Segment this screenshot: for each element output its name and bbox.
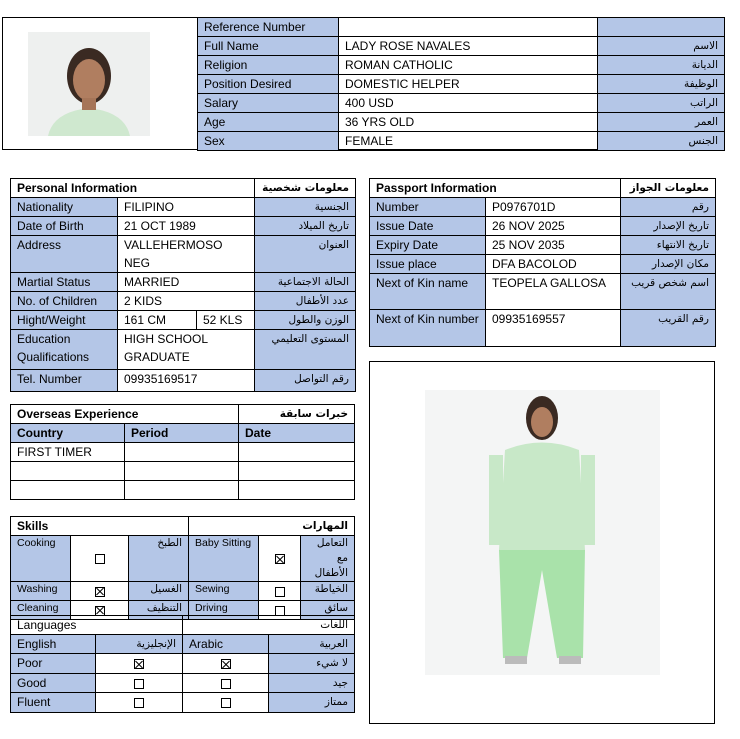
ar-cell: الغسيل xyxy=(129,582,189,601)
label-cell: Issue Date xyxy=(370,217,486,236)
unchecked-checkbox-icon xyxy=(275,587,285,597)
0-cell: FIRST TIMER xyxy=(11,443,125,462)
ar-cell: الوظيفة xyxy=(598,75,725,94)
2-cell xyxy=(239,443,355,462)
0-cell xyxy=(11,481,125,500)
unchecked-checkbox-icon xyxy=(221,679,231,689)
value-cell: TEOPELA GALLOSA xyxy=(486,274,621,310)
passport-info-table xyxy=(369,178,716,347)
label-cell: Tel. Number xyxy=(11,370,118,392)
1-cell xyxy=(125,443,239,462)
english-fluent-checkbox-cell xyxy=(96,693,183,713)
label-cell: Good xyxy=(11,673,96,693)
table-row xyxy=(11,311,356,330)
table-row xyxy=(370,274,716,310)
table-row xyxy=(11,236,356,273)
label-cell: Religion xyxy=(198,56,339,75)
ar-cell: الديانة xyxy=(598,56,725,75)
label-cell: Education Qualifications xyxy=(11,330,118,370)
section-header xyxy=(370,179,716,198)
portrait-photo xyxy=(28,32,150,136)
title-ar-cell: المهارات xyxy=(189,517,355,536)
table-row xyxy=(11,330,356,370)
personal-info-table xyxy=(10,178,356,392)
label-cell: Poor xyxy=(11,654,96,674)
ar-cell: الجنس xyxy=(598,132,725,151)
ar-cell: الطبخ xyxy=(129,536,189,582)
overseas-experience-table xyxy=(10,404,355,500)
table-row xyxy=(370,236,716,255)
ar-cell: الخياطة xyxy=(301,582,355,601)
value2-cell: 52 KLS xyxy=(197,311,255,330)
table-row xyxy=(11,654,355,674)
baby-sitting-checkbox-cell xyxy=(259,536,301,582)
ar-cell: رقم xyxy=(621,198,716,217)
arabic-good-checkbox-cell xyxy=(183,673,269,693)
label-cell: Full Name xyxy=(198,37,339,56)
table-row xyxy=(198,37,725,56)
value-cell: VALLEHERMOSO NEG xyxy=(118,236,255,273)
table-row xyxy=(198,113,725,132)
value-cell: 36 YRS OLD xyxy=(339,113,598,132)
value-cell: MARRIED xyxy=(118,273,255,292)
table-row xyxy=(11,198,356,217)
table-row xyxy=(198,18,725,37)
title-cell: Overseas Experience xyxy=(11,405,239,424)
checked-checkbox-icon xyxy=(275,554,285,564)
label-cell: Number xyxy=(370,198,486,217)
column-headers xyxy=(11,424,355,443)
value-cell: LADY ROSE NAVALES xyxy=(339,37,598,56)
label-cell: Expiry Date xyxy=(370,236,486,255)
section-header xyxy=(11,616,355,635)
ar-cell: جيد xyxy=(269,673,355,693)
table-row xyxy=(11,217,356,236)
summary-table xyxy=(197,17,725,151)
1-cell xyxy=(125,481,239,500)
table-row xyxy=(370,198,716,217)
value-cell: FILIPINO xyxy=(118,198,255,217)
label-cell: Date of Birth xyxy=(11,217,118,236)
table-row xyxy=(11,462,355,481)
unchecked-checkbox-icon xyxy=(221,698,231,708)
english-good-checkbox-cell xyxy=(96,673,183,693)
ar-cell: رقم التواصل xyxy=(255,370,356,392)
ar-cell: رقم القريب xyxy=(621,310,716,347)
checked-checkbox-icon xyxy=(221,659,231,669)
english-cell: English xyxy=(11,635,96,654)
table-row xyxy=(11,273,356,292)
language-names xyxy=(11,635,355,654)
ar-cell: عدد الأطفال xyxy=(255,292,356,311)
ar-cell: الجنسية xyxy=(255,198,356,217)
label-cell: Driving xyxy=(189,601,259,620)
ar-cell: العنوان xyxy=(255,236,356,273)
label-cell: Age xyxy=(198,113,339,132)
checked-checkbox-icon xyxy=(95,587,105,597)
sewing-checkbox-cell xyxy=(259,582,301,601)
value-cell: DOMESTIC HELPER xyxy=(339,75,598,94)
label-cell: Fluent xyxy=(11,693,96,713)
cooking-checkbox-cell xyxy=(71,536,129,582)
checked-checkbox-icon xyxy=(134,659,144,669)
unchecked-checkbox-icon xyxy=(134,698,144,708)
value-cell: 25 NOV 2035 xyxy=(486,236,621,255)
ar-cell: تاريخ الانتهاء xyxy=(621,236,716,255)
arabic-cell: Arabic xyxy=(183,635,269,654)
section-header xyxy=(11,405,355,424)
value-cell: 2 KIDS xyxy=(118,292,255,311)
full-body-photo xyxy=(369,361,715,724)
ar-cell: الوزن والطول xyxy=(255,311,356,330)
ar-cell: الاسم xyxy=(598,37,725,56)
2-cell xyxy=(239,481,355,500)
table-row xyxy=(198,94,725,113)
ar-cell: سائق xyxy=(301,601,355,620)
label-cell: Next of Kin number xyxy=(370,310,486,347)
label-cell: Nationality xyxy=(11,198,118,217)
table-row xyxy=(11,443,355,462)
languages-table xyxy=(10,615,355,713)
label-cell: Salary xyxy=(198,94,339,113)
label-cell: Martial Status xyxy=(11,273,118,292)
table-row xyxy=(198,132,725,151)
ar-cell: مكان الإصدار xyxy=(621,255,716,274)
value-cell: 161 CM xyxy=(118,311,197,330)
ar-cell: الراتب xyxy=(598,94,725,113)
label-cell: Issue place xyxy=(370,255,486,274)
label-cell: Next of Kin name xyxy=(370,274,486,310)
value-cell: 400 USD xyxy=(339,94,598,113)
1-cell xyxy=(125,462,239,481)
table-row xyxy=(370,255,716,274)
washing-checkbox-cell xyxy=(71,582,129,601)
label-cell: Reference Number xyxy=(198,18,339,37)
table-row xyxy=(198,75,725,94)
label-cell: Cleaning xyxy=(11,601,71,620)
value-cell: HIGH SCHOOL GRADUATE xyxy=(118,330,255,370)
0-cell: Country xyxy=(11,424,125,443)
ar-cell: تاريخ الإصدار xyxy=(621,217,716,236)
ar-cell: المستوى التعليمي xyxy=(255,330,356,370)
table-row xyxy=(11,292,356,311)
label-cell: Baby Sitting xyxy=(189,536,259,582)
title-cell: Personal Information xyxy=(11,179,255,198)
table-row xyxy=(11,693,355,713)
ar-cell: التنظيف xyxy=(129,601,189,620)
value-cell: FEMALE xyxy=(339,132,598,151)
value-cell xyxy=(339,18,598,37)
2-cell xyxy=(239,462,355,481)
arabic-fluent-checkbox-cell xyxy=(183,693,269,713)
ar-cell xyxy=(598,18,725,37)
title-ar-cell: خبرات سابقة xyxy=(239,405,355,424)
label-cell: Sex xyxy=(198,132,339,151)
unchecked-checkbox-icon xyxy=(95,554,105,564)
title-ar-cell: معلومات شخصية xyxy=(255,179,356,198)
table-row xyxy=(11,673,355,693)
ar-cell: تاريخ الميلاد xyxy=(255,217,356,236)
ar-cell: لا شيء xyxy=(269,654,355,674)
label-cell: Position Desired xyxy=(198,75,339,94)
table-row xyxy=(11,536,355,582)
2-cell: Date xyxy=(239,424,355,443)
value-cell: P0976701D xyxy=(486,198,621,217)
label-cell: Washing xyxy=(11,582,71,601)
0-cell xyxy=(11,462,125,481)
table-row xyxy=(11,370,356,392)
table-row xyxy=(370,217,716,236)
english-ar-cell: الإنجليزية xyxy=(96,635,183,654)
unchecked-checkbox-icon xyxy=(134,679,144,689)
ar-cell: اسم شخص قريب xyxy=(621,274,716,310)
ar-cell: ممتاز xyxy=(269,693,355,713)
value-cell: 21 OCT 1989 xyxy=(118,217,255,236)
table-row xyxy=(11,582,355,601)
section-header xyxy=(11,517,355,536)
table-row xyxy=(11,481,355,500)
value-cell: DFA BACOLOD xyxy=(486,255,621,274)
section-header xyxy=(11,179,356,198)
value-cell: 09935169557 xyxy=(486,310,621,347)
label-cell: Sewing xyxy=(189,582,259,601)
title-ar-cell: معلومات الجواز xyxy=(621,179,716,198)
arabic-ar-cell: العربية xyxy=(269,635,355,654)
ar-cell: الحالة الاجتماعية xyxy=(255,273,356,292)
skills-table xyxy=(10,516,355,620)
title-cell: Skills xyxy=(11,517,189,536)
ar-cell: التعامل مع الأطفال xyxy=(301,536,355,582)
label-cell: Cooking xyxy=(11,536,71,582)
english-poor-checkbox-cell xyxy=(96,654,183,674)
title-cell: Languages xyxy=(11,616,183,635)
value-cell: 26 NOV 2025 xyxy=(486,217,621,236)
ar-cell: العمر xyxy=(598,113,725,132)
title-cell: Passport Information xyxy=(370,179,621,198)
label-cell: Address xyxy=(11,236,118,273)
1-cell: Period xyxy=(125,424,239,443)
value-cell: 09935169517 xyxy=(118,370,255,392)
value-cell: ROMAN CATHOLIC xyxy=(339,56,598,75)
arabic-poor-checkbox-cell xyxy=(183,654,269,674)
label-cell: Hight/Weight xyxy=(11,311,118,330)
label-cell: No. of Children xyxy=(11,292,118,311)
table-row xyxy=(198,56,725,75)
table-row xyxy=(370,310,716,347)
title-ar-cell: اللغات xyxy=(183,616,355,635)
